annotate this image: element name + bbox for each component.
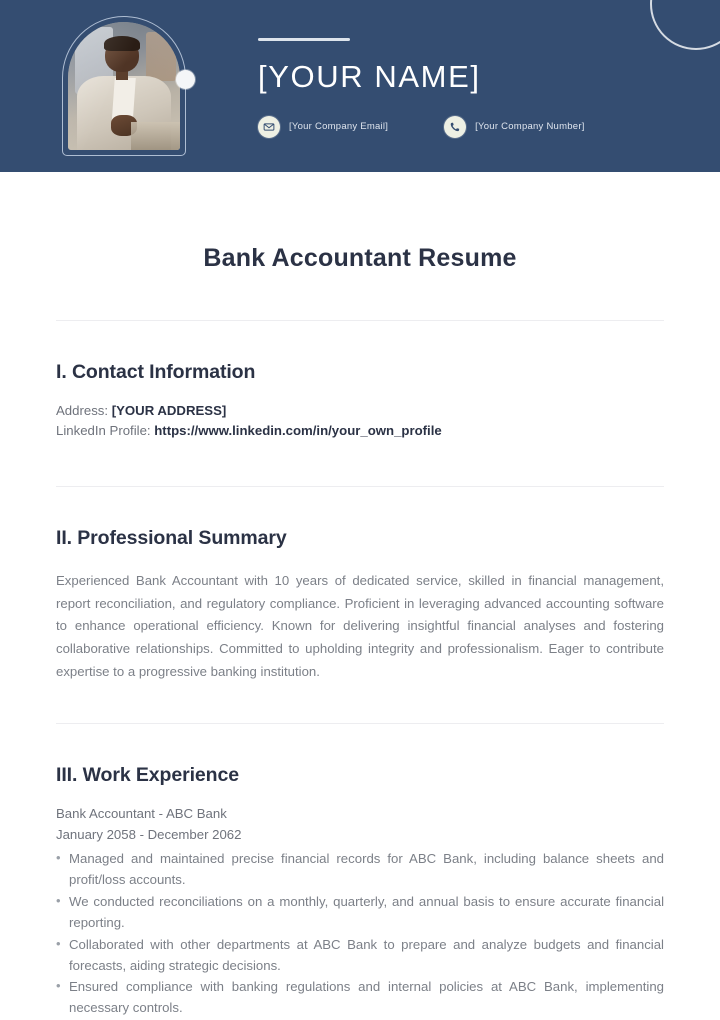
- name-accent-rule: [258, 38, 350, 41]
- list-item: • Collaborated with other departments at ABC Bank to prepare and analyze budgets and financial forecasts, aiding strategic decisions.: [56, 935, 664, 977]
- experience-bullet-list: [56, 849, 664, 1019]
- header-text-block: [258, 34, 585, 138]
- page-title: Bank Accountant Resume: [203, 244, 517, 272]
- photo-highlight-overlay: [68, 22, 180, 150]
- list-item: • We conducted reconciliations on a monthly, quarterly, and annual basis to ensure accurate financial reporting.: [56, 892, 664, 934]
- header-contact-phone[interactable]: [444, 116, 584, 138]
- experience-job-dates: January 2058 - December 2062: [56, 826, 242, 842]
- resume-body: [0, 244, 720, 1019]
- contact-field-linkedin-value[interactable]: https://www.linkedin.com/in/your_own_profile: [154, 423, 442, 439]
- experience-job-title: Bank Accountant - ABC Bank: [56, 806, 227, 822]
- contact-field-linkedin-label: LinkedIn Profile:: [56, 423, 151, 439]
- contact-field-address-label: Address:: [56, 403, 109, 418]
- header-contact-row: [258, 116, 585, 138]
- phone-icon: [444, 116, 466, 138]
- decorative-dot: [176, 70, 195, 89]
- envelope-icon: [258, 116, 280, 138]
- section-heading: I. Contact Information: [56, 361, 256, 383]
- header-contact-email-label: [Your Company Email]: [289, 121, 389, 133]
- section-contact-information: [56, 321, 664, 442]
- section-professional-summary: [56, 487, 664, 684]
- contact-field-address: [56, 401, 664, 421]
- resume-header-banner: [0, 0, 720, 172]
- section-work-experience: [56, 724, 664, 1019]
- section-heading: III. Work Experience: [56, 764, 239, 787]
- list-item: • Ensured compliance with banking regulations and internal policies at ABC Bank, implementing necessary controls.: [56, 977, 664, 1019]
- section-heading: II. Professional Summary: [56, 526, 287, 549]
- contact-field-address-value: [YOUR ADDRESS]: [111, 403, 227, 418]
- profile-photo-frame: [62, 16, 186, 156]
- professional-summary-text: Experienced Bank Accountant with 10 years of dedicated service, skilled in financial management, report reconciliation, and regulatory compliance. Proficient in leveraging advanced accounting software to enhance operational efficiency. Known for delivering insightful financial analyses and fostering collaborative relationships. Committed to upholding integrity and professionalism. Eager to contribute expertise to a progressive banking institution.: [56, 572, 664, 679]
- contact-field-list: [56, 401, 664, 442]
- profile-photo-container: [62, 16, 186, 156]
- experience-entry: [56, 804, 664, 1019]
- header-contact-phone-label: [Your Company Number]: [475, 121, 585, 133]
- candidate-name: [YOUR NAME]: [258, 59, 481, 95]
- header-contact-email[interactable]: [258, 116, 388, 138]
- profile-photo: [68, 22, 180, 150]
- list-item: • Managed and maintained precise financial records for ABC Bank, including balance sheets and profit/loss accounts.: [56, 849, 664, 891]
- contact-field-linkedin: [56, 421, 664, 441]
